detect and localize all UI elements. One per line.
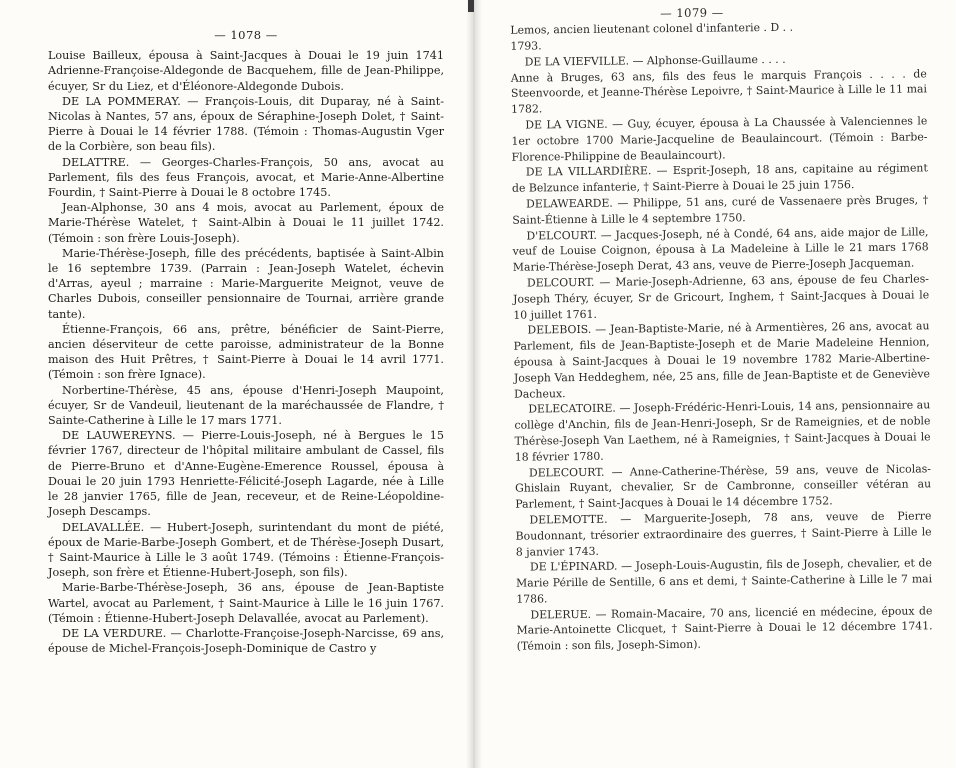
book-gutter: [466, 0, 482, 768]
page-number: — 1079 —: [660, 5, 724, 21]
paragraph: Marie-Barbe-Thérèse-Joseph, 36 ans, épouse de Jean-Baptiste Wartel, avocat au Parlement, † Saint-Maurice à Lille le 16 juin 1767. (Témoin : Étienne-Hubert-Joseph Delavallée, avocat au Parlement).: [48, 581, 444, 625]
left-page-text: [48, 48, 444, 656]
paragraph: Marie-Thérèse-Joseph, fille des précédents, baptisée à Saint-Albin le 16 septembre 1739. (Parrain : Jean-Joseph Watelet, échevin d'Arras, ayeul ; marraine : Marie-Marguerite Meignot, veuve de Charles Dubois, conseiller pensionnaire de Tournai, arrière grande tante).: [48, 246, 444, 321]
left-page: [0, 0, 466, 768]
paragraph: 1793.: [510, 39, 542, 53]
paragraph: Étienne-François, 66 ans, prêtre, bénéficier de Saint-Pierre, ancien déserviteur de cette paroisse, administrateur de la Bonne maison des Huit Prêtres, † Saint-Pierre à Douai le 14 avril 1771. (Témoin : son frère Ignace).: [48, 322, 444, 382]
paragraph: Anne à Bruges, 63 ans, fils des feus le marquis François . . . . de Steenvoorde, et Jeanne-Thérèse Lepoivre, † Saint-Maurice à Lille le 11 mai 1782.: [510, 66, 928, 116]
paragraph: D'ELCOURT. — Jacques-Joseph, né à Condé, 64 ans, aide major de Lille, veuf de Louise Coignon, épousa à La Madeleine à Lille le 21 mars 1768 Marie-Thérèse-Joseph Derat, 43 ans, veuve de Pierre-Joseph Jacqueman.: [512, 224, 929, 274]
right-page: [482, 0, 956, 768]
paragraph: DELEBOIS. — Jean-Baptiste-Marie, né à Armentières, 26 ans, avocat au Parlement, fils de Jean-Baptiste-Joseph et de Marie Madeleine Hennion, épousa à Saint-Jacques à Douai le 19 novembre 1782 Marie-Albertine-Joseph Van Heddeghem, née, 25 ans, fille de Jean-Baptiste et de Geneviève Dacheux.: [513, 319, 931, 401]
paragraph: Louise Bailleux, épousa à Saint-Jacques à Douai le 19 juin 1741 Adrienne-Françoise-Aldegonde de Bacquehem, fille de Jean-Philippe, écuyer, Sr du Liez, et d'Éléonore-Aldegonde Dubois.: [48, 49, 444, 93]
paragraph: DELAVALLÉE. — Hubert-Joseph, surintendant du mont de piété, époux de Marie-Barbe-Joseph Gombert, et de Thérèse-Joseph Dusart, † Saint-Maurice à Lille le 3 août 1749. (Témoins : Étienne-François-Joseph, son frère et Étienne-Hubert-Joseph, son fils).: [48, 520, 444, 580]
paragraph: DELEMOTTE. — Marguerite-Joseph, 78 ans, veuve de Pierre Boudonnant, trésorier extraordinaire des guerres, † Saint-Pierre à Lille le 8 janvier 1743.: [515, 509, 932, 559]
right-page-text: [510, 19, 933, 655]
paragraph: Norbertine-Thérèse, 45 ans, épouse d'Henri-Joseph Maupoint, écuyer, Sr de Vandeuil, lieutenant de la maréchaussée de Flandre, † Sainte-Catherine à Lille le 17 mars 1771.: [48, 383, 444, 428]
paragraph: DELECATOIRE. — Joseph-Frédéric-Henri-Louis, 14 ans, pensionnaire au collège d'Anchin, fils de Jean-Henri-Joseph, Sr de Rameignies, et de noble Thérèse-Joseph Van Laethem, né à Rameignies, † Saint-Jacques à Douai le 18 février 1780.: [514, 398, 931, 464]
paragraph: DE LA POMMERAY. — François-Louis, dit Duparay, né à Saint-Nicolas à Nantes, 57 ans, époux de Séraphine-Joseph Dolet, † Saint-Pierre à Douai le 14 février 1788. (Témoin : Thomas-Augustin Vger de la Corbière, son beau fils).: [48, 94, 444, 154]
paragraph: DE LA VIEFVILLE. — Alphonse-Guillaume . . . .: [524, 52, 786, 69]
paragraph: DELAWEARDE. — Philippe, 51 ans, curé de Vassenaere près Bruges, † Saint-Étienne à Lille le 4 septembre 1750.: [512, 193, 929, 227]
paragraph: DE LA VERDURE. — Charlotte-Françoise-Joseph-Narcisse, 69 ans, épouse de Michel-François-Joseph-Dominique de Castro y: [48, 626, 444, 656]
page-number: — 1078 —: [214, 28, 278, 42]
paragraph: DE LAUWEREYNS. — Pierre-Louis-Joseph, né à Bergues le 15 février 1767, directeur de l'hôpital militaire ambulant de Cassel, fils de Pierre-Bruno et d'Anne-Eugène-Emerence Roussel, épousa à Douai le 20 juin 1793 Henriette-Félicité-Joseph Lagarde, née à Lille le 28 janvier 1765, fille de Jean, receveur, et de Reine-Léopoldine-Joseph Descamps.: [48, 429, 444, 519]
paragraph: DE LA VILLARDIÈRE. — Esprit-Joseph, 18 ans, capitaine au régiment de Belzunce infanterie, † Saint-Pierre à Douai le 25 juin 1756.: [511, 161, 928, 195]
paragraph: Lemos, ancien lieutenant colonel d'infanterie . D . .: [510, 20, 794, 37]
paragraph: DELECOURT. — Anne-Catherine-Thérèse, 59 ans, veuve de Nicolas-Ghislain Ruyant, chevalier, Sr de Cambronne, conseiller vétéran au Parlement, † Saint-Jacques à Douai le 14 décembre 1752.: [515, 461, 932, 511]
paragraph: DE LA VIGNE. — Guy, écuyer, épousa à La Chaussée à Valenciennes le 1er octobre 1700 Marie-Jacqueline de Beaulaincourt. (Témoin : Barbe-Florence-Philippine de Beaulaincourt).: [511, 114, 928, 164]
binding-mark: [468, 0, 474, 12]
paragraph: Jean-Alphonse, 30 ans 4 mois, avocat au Parlement, époux de Marie-Thérèse Watelet, † Saint-Albin à Douai le 11 juillet 1742. (Témoin : son frère Louis-Joseph).: [48, 201, 444, 245]
paragraph: DELERUE. — Romain-Macaire, 70 ans, licencié en médecine, époux de Marie-Antoinette Clicquet, † Saint-Pierre à Douai le 12 décembre 1741. (Témoin : son fils, Joseph-Simon).: [516, 604, 933, 653]
paragraph: DE L'ÉPINARD. — Joseph-Louis-Augustin, fils de Joseph, chevalier, et de Marie Pérille de Sentille, 6 ans et demi, † Sainte-Catherine à Lille le 7 mai 1786.: [516, 556, 933, 606]
paragraph: DELCOURT. — Marie-Joseph-Adrienne, 63 ans, épouse de feu Charles-Joseph Théry, écuyer, Sr de Gricourt, Inghem, † Saint-Jacques à Douai le 10 juillet 1761.: [513, 272, 930, 322]
paragraph: DELATTRE. — Georges-Charles-François, 50 ans, avocat au Parlement, fils des feus François, avocat, et Marie-Anne-Albertine Fourdin, † Saint-Pierre à Douai le 8 octobre 1745.: [48, 155, 444, 200]
